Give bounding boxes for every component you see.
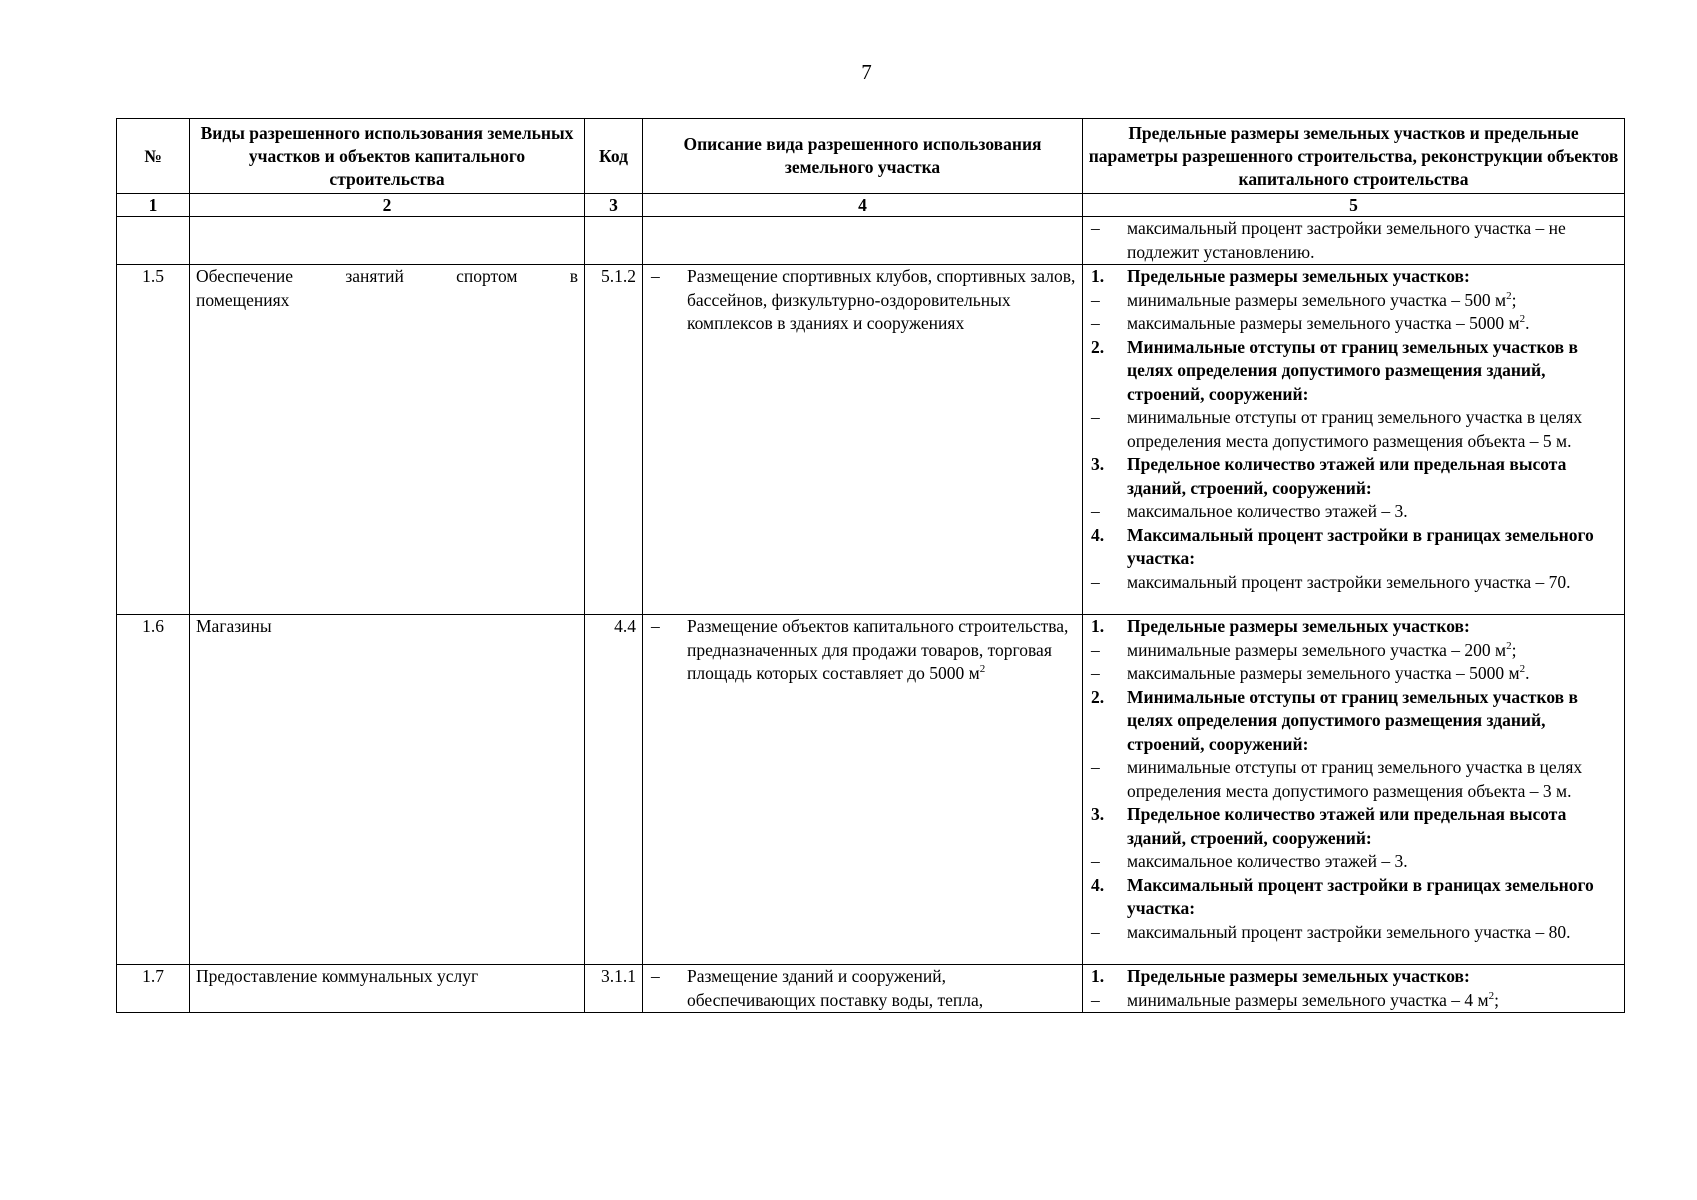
limit-text: максимальное количество этажей – 3. bbox=[1127, 851, 1408, 871]
row-code: 3.1.1 bbox=[585, 965, 643, 1013]
limit-text: Предельное количество этажей или предельная высота зданий, строений, сооружений: bbox=[1127, 454, 1567, 498]
superscript: 2 bbox=[1519, 663, 1526, 675]
limit-heading bbox=[1089, 336, 1618, 407]
limit-marker: 1. bbox=[1091, 266, 1105, 286]
row-code: 5.1.2 bbox=[585, 265, 643, 615]
superscript: 2 bbox=[1519, 313, 1526, 325]
limit-marker: 2. bbox=[1091, 686, 1105, 707]
row-limits bbox=[1083, 615, 1625, 965]
table-row bbox=[117, 265, 1625, 615]
limit-marker: – bbox=[1091, 407, 1100, 427]
limit-heading bbox=[1089, 874, 1618, 921]
header-description: Описание вида разрешенного использования земельного участка bbox=[643, 119, 1083, 194]
superscript: 2 bbox=[1506, 639, 1512, 652]
limit-item bbox=[1089, 662, 1618, 686]
limit-text: минимальные отступы от границ земельного участка в целях определения места допустимого размещения объекта – 5 м. bbox=[1127, 407, 1583, 451]
limit-heading bbox=[1089, 524, 1618, 571]
limit-text: минимальные отступы от границ земельного участка в целях определения места допустимого размещения объекта – 3 м. bbox=[1127, 757, 1583, 801]
limit-marker: – bbox=[1091, 571, 1100, 592]
table-row bbox=[117, 615, 1625, 965]
limit-heading bbox=[1089, 965, 1618, 989]
limit-text: максимальные размеры земельного участка – 5000 $м^2$. bbox=[1127, 663, 1530, 683]
superscript: 2 bbox=[1488, 989, 1495, 1002]
limit-marker: 1. bbox=[1091, 616, 1105, 636]
page-number: 7 bbox=[861, 60, 872, 84]
description-marker: – bbox=[651, 266, 660, 286]
row-limits bbox=[1083, 965, 1625, 1013]
row-type-line: помещениях bbox=[196, 289, 290, 310]
limit-text: максимальные размеры земельного участка – 5000 $м^2$. bbox=[1127, 313, 1530, 333]
limit-marker: – bbox=[1091, 313, 1100, 333]
limit-text: Максимальный процент застройки в границах земельного участка: bbox=[1127, 874, 1594, 918]
limit-text: Предельное количество этажей или предельная высота зданий, строений, сооружений: bbox=[1127, 804, 1567, 848]
row-limits bbox=[1083, 265, 1625, 615]
column-number-row bbox=[117, 194, 1625, 217]
limit-text: Предельные размеры земельных участков: bbox=[1127, 616, 1470, 636]
column-number: 2 bbox=[190, 194, 585, 217]
description-marker: – bbox=[651, 616, 660, 636]
limit-text: максимальный процент застройки земельного участка – не подлежит установлению. bbox=[1127, 218, 1566, 262]
limit-heading bbox=[1089, 453, 1618, 500]
limit-marker: – bbox=[1091, 663, 1100, 683]
limit-marker: 4. bbox=[1091, 874, 1105, 895]
limit-marker: – bbox=[1091, 639, 1100, 660]
limit-item bbox=[1089, 217, 1618, 264]
limit-item bbox=[1089, 850, 1618, 874]
limit-heading bbox=[1089, 686, 1618, 757]
header-no: № bbox=[117, 119, 190, 194]
row-description bbox=[643, 615, 1083, 965]
limit-item bbox=[1089, 500, 1618, 524]
table-row bbox=[117, 965, 1625, 1013]
limit-text: максимальное количество этажей – 3. bbox=[1127, 501, 1408, 521]
row-type-line: Предоставление коммунальных услуг bbox=[196, 966, 479, 986]
row-type bbox=[190, 615, 585, 965]
limit-marker: 2. bbox=[1091, 336, 1105, 357]
row-type-line: Обеспечение занятий спортом в bbox=[196, 266, 578, 286]
column-number: 5 bbox=[1083, 194, 1625, 217]
description-text: Размещение спортивных клубов, спортивных залов, бассейнов, физкультурно-оздоровительных комплексов в зданиях и сооружениях bbox=[687, 266, 1076, 333]
limit-text: Минимальные отступы от границ земельных участков в целях определения допустимого размещения зданий, строений, сооружений: bbox=[1127, 336, 1578, 404]
limit-marker: 3. bbox=[1091, 804, 1105, 824]
row-type bbox=[190, 265, 585, 615]
limit-text: Предельные размеры земельных участков: bbox=[1127, 966, 1470, 986]
continuation-limits-cell bbox=[1083, 217, 1625, 265]
limit-marker: – bbox=[1091, 851, 1100, 871]
limit-marker: – bbox=[1091, 757, 1100, 777]
limit-text: максимальный процент застройки земельного участка – 80. bbox=[1127, 921, 1571, 942]
header-code: Код bbox=[585, 119, 643, 194]
limit-text: минимальные размеры земельного участка – 500 $м^2$; bbox=[1127, 289, 1517, 310]
row-number: 1.5 bbox=[117, 265, 190, 615]
continuation-row bbox=[117, 217, 1625, 265]
header-types: Виды разрешенного использования земельных участков и объектов капитального строительства bbox=[190, 119, 585, 194]
limit-item bbox=[1089, 989, 1618, 1013]
limit-marker: – bbox=[1091, 501, 1100, 521]
limit-text: Предельные размеры земельных участков: bbox=[1127, 266, 1470, 286]
limit-marker: – bbox=[1091, 989, 1100, 1010]
limit-item bbox=[1089, 571, 1618, 595]
limit-marker: – bbox=[1091, 921, 1100, 942]
limit-item bbox=[1089, 289, 1618, 313]
limit-item bbox=[1089, 639, 1618, 663]
description-item bbox=[649, 265, 1076, 336]
description-item bbox=[649, 965, 1076, 1012]
limit-marker: 3. bbox=[1091, 454, 1105, 474]
column-number: 4 bbox=[643, 194, 1083, 217]
column-number: 3 bbox=[585, 194, 643, 217]
row-type-line: Магазины bbox=[196, 616, 272, 636]
limit-heading bbox=[1089, 265, 1618, 289]
description-item bbox=[649, 615, 1076, 686]
header-limits: Предельные размеры земельных участков и предельные параметры разрешенного строительства, реконструкции объектов капитального строительства bbox=[1083, 119, 1625, 194]
land-use-table bbox=[116, 118, 1625, 1013]
limit-marker: – bbox=[1091, 289, 1100, 310]
row-type bbox=[190, 965, 585, 1013]
row-number: 1.7 bbox=[117, 965, 190, 1013]
limit-item bbox=[1089, 406, 1618, 453]
description-marker: – bbox=[651, 966, 660, 986]
limit-marker: 4. bbox=[1091, 524, 1105, 545]
row-description bbox=[643, 965, 1083, 1013]
limit-text: минимальные размеры земельного участка – 200 $м^2$; bbox=[1127, 639, 1517, 660]
row-code: 4.4 bbox=[585, 615, 643, 965]
limit-marker: 1. bbox=[1091, 966, 1105, 986]
limit-text: минимальные размеры земельного участка – 4 $м^2$; bbox=[1127, 989, 1499, 1010]
column-number: 1 bbox=[117, 194, 190, 217]
superscript: 2 bbox=[1506, 289, 1512, 302]
superscript: 2 bbox=[979, 663, 986, 675]
limit-text: Максимальный процент застройки в границах земельного участка: bbox=[1127, 524, 1594, 568]
limit-heading bbox=[1089, 803, 1618, 850]
row-number: 1.6 bbox=[117, 615, 190, 965]
header-row bbox=[117, 119, 1625, 194]
description-text: Размещение зданий и сооружений, обеспечивающих поставку воды, тепла, bbox=[687, 966, 984, 1010]
row-description bbox=[643, 265, 1083, 615]
limit-text: Минимальные отступы от границ земельных участков в целях определения допустимого размещения зданий, строений, сооружений: bbox=[1127, 686, 1578, 754]
limit-item bbox=[1089, 921, 1618, 945]
limit-marker: – bbox=[1091, 218, 1100, 238]
limit-text: максимальный процент застройки земельного участка – 70. bbox=[1127, 571, 1571, 592]
limit-item bbox=[1089, 312, 1618, 336]
description-text: Размещение объектов капитального строительства, предназначенных для продажи товаров, торговая площадь которых составляет до 5000 $м^2$ bbox=[687, 616, 1069, 683]
limit-item bbox=[1089, 756, 1618, 803]
limit-heading bbox=[1089, 615, 1618, 639]
